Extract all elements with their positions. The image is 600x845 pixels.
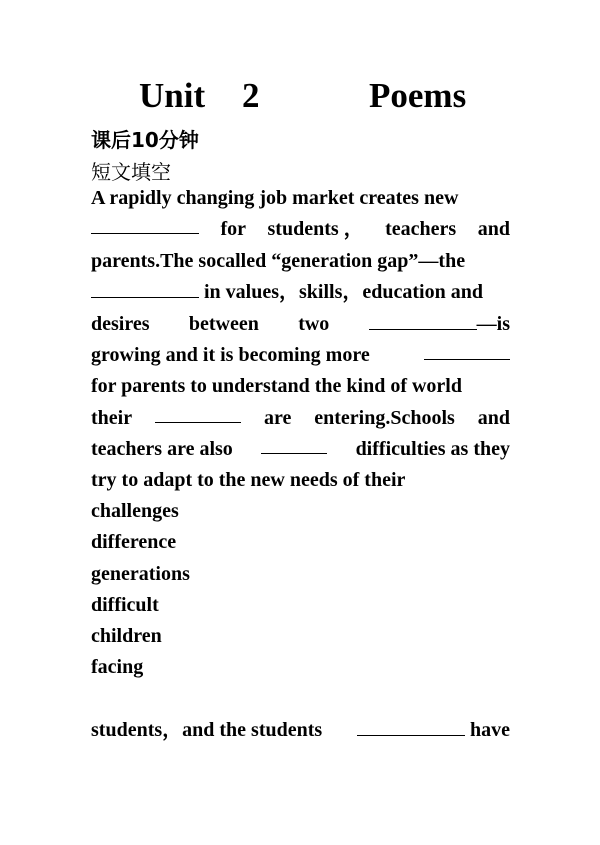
passage-text: try to adapt to the new needs of their	[91, 469, 406, 491]
word-bank-item: facing	[91, 656, 144, 678]
passage-text: for parents to understand the kind of world	[91, 375, 462, 397]
answer-blank[interactable]	[357, 717, 465, 736]
passage-text: entering.Schools	[314, 407, 455, 429]
passage-text: are	[263, 407, 292, 429]
word-bank-item: generations	[91, 563, 190, 585]
passage-line-4	[91, 278, 510, 306]
answer-blank[interactable]	[91, 279, 199, 298]
passage-text: teachers are also	[91, 438, 233, 460]
word-bank-item: difference	[91, 531, 177, 553]
title-unit-label: Unit	[139, 76, 206, 115]
passage-text: and	[477, 407, 510, 429]
word-bank-item: children	[91, 625, 162, 647]
passage-line-10	[91, 466, 510, 494]
passage-text: difficulties as they	[355, 438, 510, 460]
title-topic: Poems	[369, 76, 467, 115]
passage-line-11	[91, 716, 510, 744]
answer-blank[interactable]	[369, 311, 477, 330]
passage-text: —is	[476, 313, 510, 335]
passage-text: parents.The socalled “generation gap”—the	[91, 250, 466, 272]
passage-line-1	[91, 184, 510, 212]
passage-line-9	[91, 435, 510, 463]
passage-text: in values，skills，education and	[204, 281, 483, 303]
passage-line-2	[91, 215, 510, 243]
passage-line-3	[91, 247, 510, 275]
passage-text: desires	[91, 313, 150, 335]
word-bank-item: challenges	[91, 500, 179, 522]
passage-line-7	[91, 372, 510, 400]
passage-text: their	[91, 407, 133, 429]
page-title	[0, 76, 600, 122]
answer-blank[interactable]	[424, 341, 510, 360]
passage-text: A rapidly changing job market creates new	[91, 187, 459, 209]
answer-blank[interactable]	[155, 404, 241, 423]
passage-text: growing and it is becoming more	[91, 344, 370, 366]
passage-line-8	[91, 404, 510, 432]
title-unit-number: 2	[242, 76, 260, 115]
answer-blank[interactable]	[261, 435, 327, 454]
passage-line-5	[91, 310, 510, 338]
passage-text: students ，	[267, 218, 364, 240]
passage-text: have	[470, 719, 510, 741]
passage-text: students，and the students	[91, 719, 323, 741]
answer-blank[interactable]	[91, 215, 199, 234]
passage-text: for	[220, 218, 247, 240]
subtitle: 课后10分钟	[91, 128, 199, 152]
word-bank-item: difficult	[91, 594, 159, 616]
section-title: 短文填空	[91, 160, 171, 184]
passage-text: between	[188, 313, 259, 335]
passage-text: teachers	[385, 218, 457, 240]
passage-text: two	[298, 313, 330, 335]
passage-line-6	[91, 341, 510, 369]
passage-text: and	[477, 218, 510, 240]
